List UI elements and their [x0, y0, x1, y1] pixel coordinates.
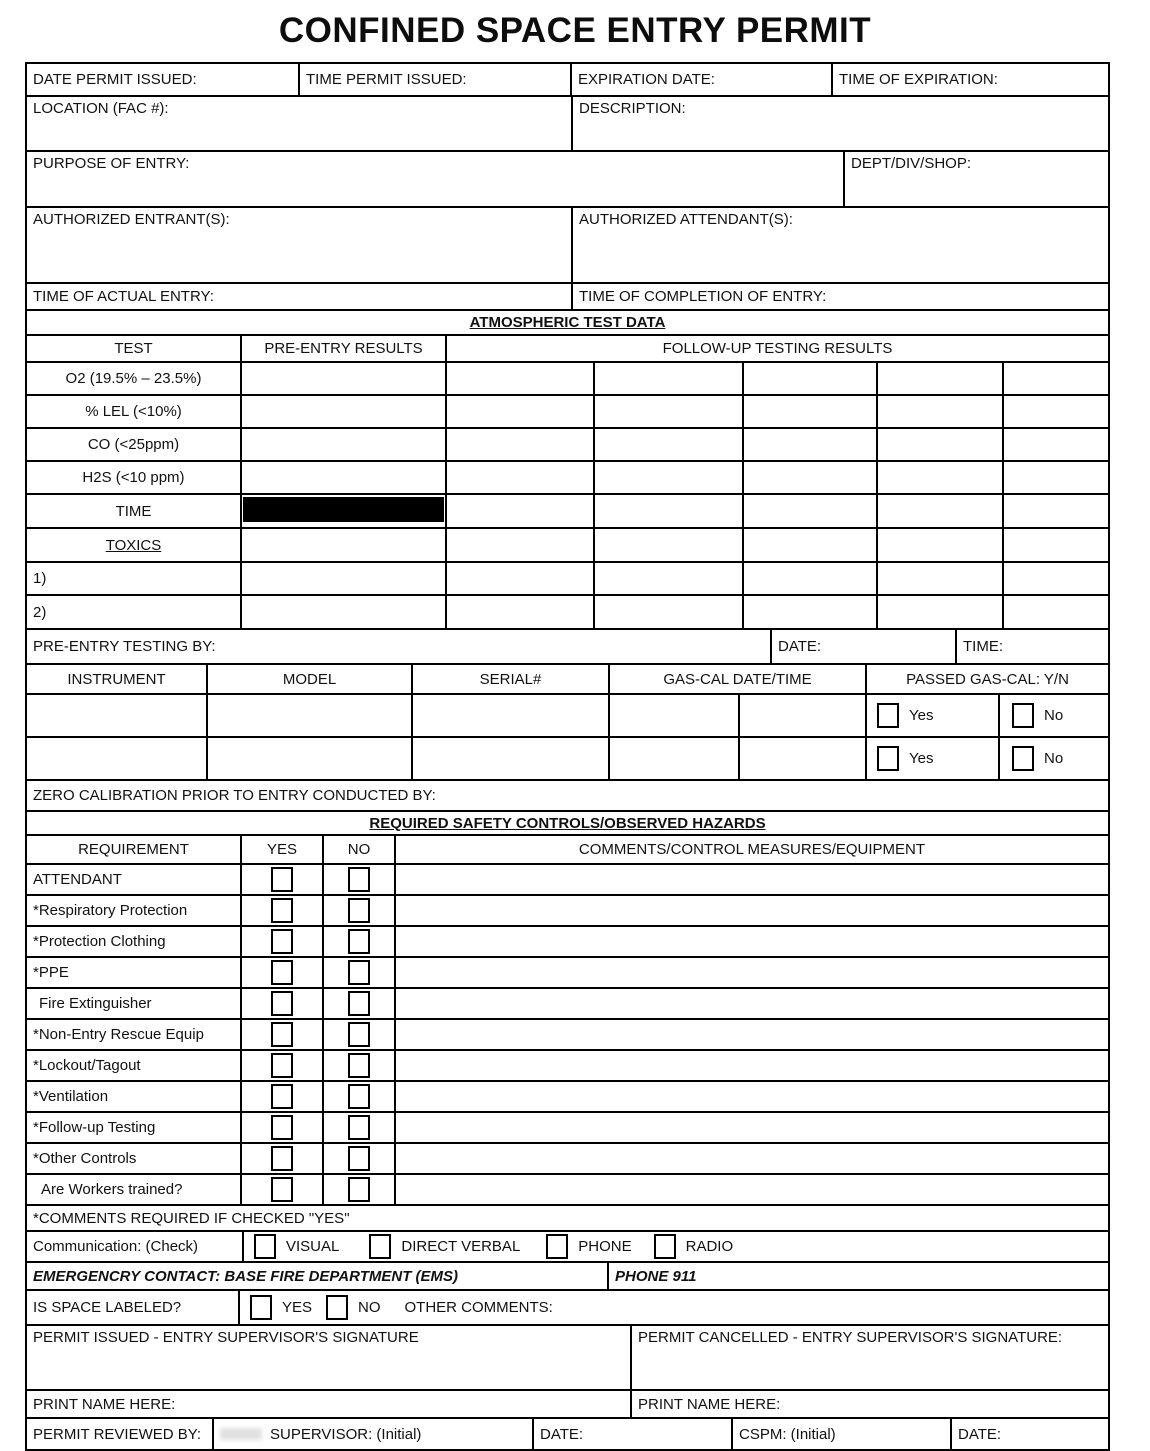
test-row-h2s — [27, 462, 1108, 495]
permit-issued-signature-field[interactable] — [27, 1326, 632, 1389]
followup-result-cell[interactable] — [595, 429, 744, 460]
signature-row — [27, 1326, 1108, 1391]
col-no-header: NO — [324, 836, 396, 863]
checkbox-radio[interactable] — [654, 1234, 676, 1259]
option-visual: VISUAL — [254, 1234, 339, 1259]
followup-result-cell[interactable] — [878, 495, 1004, 527]
test-name-cell: O2 (19.5% – 23.5%) — [27, 363, 242, 394]
col-follow-up-header: FOLLOW-UP TESTING RESULTS — [662, 340, 893, 357]
comments-cell[interactable] — [396, 865, 1108, 894]
pre-entry-result-cell[interactable] — [242, 363, 447, 394]
checkbox-no[interactable] — [348, 929, 370, 954]
followup-result-cell[interactable] — [1004, 363, 1108, 394]
time-permit-issued-field[interactable] — [300, 64, 572, 95]
test-row-time — [27, 495, 1108, 529]
yes-cell — [242, 896, 324, 925]
followup-result-cell[interactable] — [744, 363, 878, 394]
field-label: LOCATION (FAC #): — [33, 100, 169, 117]
cspm-date-field[interactable] — [952, 1419, 1108, 1449]
followup-result-cell[interactable] — [1004, 396, 1108, 427]
permit-reviewed-by-label: PERMIT REVIEWED BY: — [27, 1419, 214, 1449]
test-name-cell: H2S (<10 ppm) — [27, 462, 242, 493]
col-gascal-header: GAS-CAL DATE/TIME — [610, 665, 867, 693]
col-pre-entry-header: PRE-ENTRY RESULTS — [242, 336, 447, 361]
no-cell — [324, 958, 396, 987]
comments-cell[interactable] — [396, 958, 1108, 987]
checkbox-phone[interactable] — [546, 1234, 568, 1259]
comments-footnote-row — [27, 1206, 1108, 1232]
field-label: AUTHORIZED ENTRANT(S): — [33, 211, 230, 228]
communication-row — [27, 1232, 1108, 1263]
checkbox-space-yes[interactable] — [250, 1295, 272, 1320]
option-phone: PHONE — [546, 1234, 631, 1259]
checkbox-direct-verbal[interactable] — [369, 1234, 391, 1259]
emergency-contact-row — [27, 1263, 1108, 1291]
checkbox-yes[interactable] — [271, 960, 293, 985]
comments-footnote: *COMMENTS REQUIRED IF CHECKED "YES" — [33, 1209, 350, 1227]
test-row-toxics — [27, 529, 1108, 563]
yes-cell — [242, 989, 324, 1018]
no-cell — [324, 1020, 396, 1049]
model-cell[interactable] — [208, 695, 413, 736]
field-label: DATE PERMIT ISSUED: — [33, 71, 197, 88]
pre-entry-result-cell[interactable] — [242, 429, 447, 460]
field-label: PRINT NAME HERE: — [638, 1395, 781, 1413]
col-requirement-header: REQUIREMENT — [27, 836, 242, 863]
print-name-row — [27, 1391, 1108, 1419]
checkbox-no[interactable] — [348, 1115, 370, 1140]
yes-cell — [242, 927, 324, 956]
followup-result-cell[interactable] — [1004, 495, 1108, 527]
checkbox-passed-gascal-no-1[interactable] — [1012, 703, 1034, 728]
comments-cell[interactable] — [396, 1051, 1108, 1080]
authorized-row — [27, 208, 1108, 284]
illegible-faded-text — [220, 1428, 262, 1440]
communication-options — [244, 1232, 1108, 1261]
print-name-right-field[interactable] — [632, 1391, 1108, 1417]
other-comments-label[interactable]: OTHER COMMENTS: — [404, 1299, 553, 1316]
field-label: DATE: — [958, 1425, 1002, 1443]
yes-cell — [242, 1051, 324, 1080]
yes-label: Yes — [909, 707, 934, 724]
yes-cell — [242, 1113, 324, 1142]
checkbox-yes[interactable] — [271, 1146, 293, 1171]
followup-result-cell[interactable] — [595, 396, 744, 427]
no-cell — [324, 927, 396, 956]
followup-result-cell[interactable] — [447, 396, 595, 427]
followup-result-cell[interactable] — [595, 495, 744, 527]
followup-result-cell[interactable] — [1004, 563, 1108, 594]
requirement-label: *Lockout/Tagout — [27, 1051, 242, 1080]
test-table-header-row — [27, 336, 1108, 363]
entry-times-row — [27, 284, 1108, 311]
requirement-row-fire-extinguisher — [27, 989, 1108, 1020]
followup-result-cell[interactable] — [1004, 429, 1108, 460]
col-model-header: MODEL — [208, 665, 413, 693]
no-cell — [324, 1175, 396, 1204]
followup-result-cell[interactable] — [447, 429, 595, 460]
passed-gascal-yes-cell — [867, 738, 1000, 779]
location-row — [27, 97, 1108, 152]
requirement-label: *Protection Clothing — [27, 927, 242, 956]
comments-cell[interactable] — [396, 896, 1108, 925]
requirement-label: *Other Controls — [27, 1144, 242, 1173]
pre-entry-result-cell[interactable] — [242, 529, 447, 561]
followup-result-cell[interactable] — [878, 529, 1004, 561]
no-cell — [324, 989, 396, 1018]
pre-entry-result-cell[interactable] — [242, 563, 447, 594]
followup-result-cell[interactable] — [595, 363, 744, 394]
safety-section-header-row — [27, 812, 1108, 836]
test-name-cell: TOXICS — [27, 529, 242, 561]
gascal-date-cell[interactable] — [610, 695, 740, 736]
checkbox-visual[interactable] — [254, 1234, 276, 1259]
comments-cell[interactable] — [396, 1020, 1108, 1049]
field-label: ZERO CALIBRATION PRIOR TO ENTRY CONDUCTED BY: — [33, 787, 436, 804]
requirement-row-followup-testing — [27, 1113, 1108, 1144]
field-label: PERMIT ISSUED - ENTRY SUPERVISOR'S SIGNATURE — [33, 1329, 419, 1346]
checkbox-no[interactable] — [348, 898, 370, 923]
requirement-label: *Respiratory Protection — [27, 896, 242, 925]
yes-cell — [242, 958, 324, 987]
followup-result-cell[interactable] — [595, 596, 744, 628]
pre-entry-result-cell[interactable] — [242, 396, 447, 427]
requirement-row-other-controls — [27, 1144, 1108, 1175]
space-labeled-row — [27, 1291, 1108, 1326]
instrument-cell[interactable] — [27, 695, 208, 736]
test-name-cell: TIME — [27, 495, 242, 527]
yes-cell — [242, 1144, 324, 1173]
yes-cell — [242, 1020, 324, 1049]
no-cell — [324, 1082, 396, 1111]
followup-result-cell[interactable] — [744, 529, 878, 561]
requirement-label: ATTENDANT — [27, 865, 242, 894]
requirement-row-attendant — [27, 865, 1108, 896]
checkbox-yes[interactable] — [271, 1177, 293, 1202]
requirement-header-row — [27, 836, 1108, 865]
test-row-toxic-2 — [27, 596, 1108, 630]
test-name-cell[interactable]: 1) — [27, 563, 242, 594]
passed-gascal-no-cell — [1000, 695, 1108, 736]
print-name-left-field[interactable] — [27, 1391, 632, 1417]
checkbox-no[interactable] — [348, 960, 370, 985]
form-title: CONFINED SPACE ENTRY PERMIT — [278, 11, 872, 50]
followup-result-cell[interactable] — [878, 563, 1004, 594]
no-cell — [324, 1144, 396, 1173]
no-cell — [324, 1113, 396, 1142]
test-row-o2 — [27, 363, 1108, 396]
followup-result-cell[interactable] — [878, 462, 1004, 493]
permit-dates-row — [27, 64, 1108, 97]
option-space-yes: YES — [250, 1295, 312, 1320]
safety-section-title: REQUIRED SAFETY CONTROLS/OBSERVED HAZARDS — [369, 814, 766, 832]
col-passed-gascal-header: PASSED GAS-CAL: Y/N — [906, 670, 1069, 688]
checkbox-passed-gascal-yes-2[interactable] — [877, 746, 899, 771]
atmospheric-header-row — [27, 311, 1108, 336]
checkbox-yes[interactable] — [271, 1084, 293, 1109]
permit-cancelled-signature-field[interactable] — [632, 1326, 1108, 1389]
followup-result-cell[interactable] — [744, 495, 878, 527]
col-test-header: TEST — [27, 336, 242, 361]
checkbox-yes[interactable] — [271, 1022, 293, 1047]
expiration-date-field[interactable] — [572, 64, 833, 95]
followup-result-cell[interactable] — [878, 429, 1004, 460]
followup-result-cell[interactable] — [447, 529, 595, 561]
time-actual-entry-field[interactable] — [27, 284, 573, 309]
passed-gascal-yes-cell — [867, 695, 1000, 736]
description-field[interactable] — [573, 97, 1108, 150]
comments-cell[interactable] — [396, 1082, 1108, 1111]
passed-gascal-no-cell — [1000, 738, 1108, 779]
checkbox-space-no[interactable] — [326, 1295, 348, 1320]
checkbox-passed-gascal-yes-1[interactable] — [877, 703, 899, 728]
requirement-label: Fire Extinguisher — [27, 989, 242, 1018]
test-name-cell: CO (<25ppm) — [27, 429, 242, 460]
checkbox-no[interactable] — [348, 1177, 370, 1202]
requirement-label: *Ventilation — [27, 1082, 242, 1111]
field-label: TIME OF EXPIRATION: — [839, 71, 998, 88]
followup-result-cell[interactable] — [447, 462, 595, 493]
time-of-expiration-field[interactable] — [833, 64, 1108, 95]
followup-result-cell[interactable] — [447, 495, 595, 527]
pre-entry-result-cell[interactable] — [242, 596, 447, 628]
yes-cell — [242, 1082, 324, 1111]
comments-cell[interactable] — [396, 1113, 1108, 1142]
gascal-time-cell[interactable] — [740, 738, 867, 779]
followup-result-cell[interactable] — [595, 462, 744, 493]
followup-result-cell[interactable] — [1004, 596, 1108, 628]
requirement-row-ppe — [27, 958, 1108, 989]
field-label: TIME: — [963, 638, 1003, 655]
col-serial-header: SERIAL# — [413, 665, 610, 693]
serial-cell[interactable] — [413, 738, 610, 779]
followup-result-cell[interactable] — [878, 596, 1004, 628]
option-radio: RADIO — [654, 1234, 734, 1259]
pre-entry-date-field[interactable] — [772, 630, 957, 663]
test-row-toxic-1 — [27, 563, 1108, 596]
checkbox-no[interactable] — [348, 1084, 370, 1109]
option-direct-verbal: DIRECT VERBAL — [369, 1234, 520, 1259]
col-yes-header: YES — [242, 836, 324, 863]
atmospheric-section-title: ATMOSPHERIC TEST DATA — [469, 314, 666, 331]
requirement-row-ventilation — [27, 1082, 1108, 1113]
followup-result-cell[interactable] — [744, 462, 878, 493]
zero-calibration-field[interactable] — [27, 781, 1108, 810]
date-permit-issued-field[interactable] — [27, 64, 300, 95]
authorized-entrants-field[interactable] — [27, 208, 573, 282]
supervisor-date-field[interactable] — [534, 1419, 733, 1449]
followup-result-cell[interactable] — [447, 563, 595, 594]
followup-result-cell[interactable] — [1004, 462, 1108, 493]
field-label: PRINT NAME HERE: — [33, 1395, 176, 1413]
emergency-contact-label: EMERGENCRY CONTACT: BASE FIRE DEPARTMENT (EMS) — [27, 1263, 609, 1289]
field-label: TIME OF ACTUAL ENTRY: — [33, 288, 214, 305]
checkbox-no[interactable] — [348, 991, 370, 1016]
field-label: DATE: — [540, 1425, 584, 1443]
communication-label: Communication: (Check) — [27, 1232, 244, 1261]
requirement-label: *PPE — [27, 958, 242, 987]
col-comments-header: COMMENTS/CONTROL MEASURES/EQUIPMENT — [578, 841, 926, 858]
pre-entry-testing-row — [27, 630, 1108, 665]
supervisor-initial-field[interactable] — [214, 1419, 534, 1449]
purpose-row — [27, 152, 1108, 208]
option-space-no: NO — [326, 1295, 381, 1320]
field-label: DEPT/DIV/SHOP: — [851, 155, 972, 172]
instrument-row-1 — [27, 695, 1108, 738]
checkbox-no[interactable] — [348, 867, 370, 892]
serial-cell[interactable] — [413, 695, 610, 736]
col-instrument-header: INSTRUMENT — [27, 665, 208, 693]
no-cell — [324, 1051, 396, 1080]
followup-result-cell[interactable] — [878, 396, 1004, 427]
requirement-label: Are Workers trained? — [27, 1175, 242, 1204]
pre-entry-result-cell[interactable] — [242, 462, 447, 493]
followup-result-cell[interactable] — [447, 596, 595, 628]
followup-result-cell[interactable] — [744, 596, 878, 628]
confined-space-permit-form — [25, 62, 1110, 1451]
instrument-header-row — [27, 665, 1108, 695]
model-cell[interactable] — [208, 738, 413, 779]
instrument-cell[interactable] — [27, 738, 208, 779]
instrument-row-2 — [27, 738, 1108, 781]
checkbox-passed-gascal-no-2[interactable] — [1012, 746, 1034, 771]
no-cell — [324, 865, 396, 894]
checkbox-yes[interactable] — [271, 991, 293, 1016]
purpose-of-entry-field[interactable] — [27, 152, 845, 206]
checkbox-yes[interactable] — [271, 929, 293, 954]
followup-result-cell[interactable] — [878, 363, 1004, 394]
requirement-row-protection-clothing — [27, 927, 1108, 958]
requirement-row-respiratory — [27, 896, 1108, 927]
field-label: AUTHORIZED ATTENDANT(S): — [579, 211, 793, 228]
time-completion-field[interactable] — [573, 284, 1108, 309]
location-field[interactable] — [27, 97, 573, 150]
gascal-date-cell[interactable] — [610, 738, 740, 779]
requirement-row-workers-trained — [27, 1175, 1108, 1206]
no-label: No — [1044, 707, 1064, 724]
cspm-initial-field[interactable] — [733, 1419, 952, 1449]
yes-cell — [242, 1175, 324, 1204]
no-label: No — [1044, 750, 1064, 767]
gascal-time-cell[interactable] — [740, 695, 867, 736]
followup-result-cell[interactable] — [595, 529, 744, 561]
field-label: DESCRIPTION: — [579, 100, 686, 117]
test-row-lel — [27, 396, 1108, 429]
zero-calibration-row — [27, 781, 1108, 812]
test-name-cell: % LEL (<10%) — [27, 396, 242, 427]
requirement-row-rescue-equip — [27, 1020, 1108, 1051]
authorized-attendants-field[interactable] — [573, 208, 1108, 282]
followup-result-cell[interactable] — [744, 563, 878, 594]
comments-cell[interactable] — [396, 927, 1108, 956]
field-label: DATE: — [778, 638, 822, 655]
dept-div-shop-field[interactable] — [845, 152, 1108, 206]
yes-label: Yes — [909, 750, 934, 767]
yes-cell — [242, 865, 324, 894]
test-row-co — [27, 429, 1108, 462]
checkbox-yes[interactable] — [271, 867, 293, 892]
field-label: CSPM: (Initial) — [739, 1425, 836, 1443]
emergency-phone-label: PHONE 911 — [615, 1267, 697, 1285]
followup-result-cell[interactable] — [1004, 529, 1108, 561]
comments-cell[interactable] — [396, 1144, 1108, 1173]
field-label: EXPIRATION DATE: — [578, 71, 715, 88]
pre-entry-time-field[interactable] — [957, 630, 1108, 663]
checkbox-yes[interactable] — [271, 1115, 293, 1140]
space-labeled-options — [240, 1291, 1108, 1324]
checkbox-yes[interactable] — [271, 898, 293, 923]
no-cell — [324, 896, 396, 925]
comments-cell[interactable] — [396, 1175, 1108, 1204]
field-label: TIME PERMIT ISSUED: — [306, 71, 467, 88]
requirement-label: *Follow-up Testing — [27, 1113, 242, 1142]
checkbox-no[interactable] — [348, 1146, 370, 1171]
pre-entry-testing-by-field[interactable] — [27, 630, 772, 663]
field-label: SUPERVISOR: (Initial) — [270, 1425, 422, 1443]
field-label: PRE-ENTRY TESTING BY: — [33, 638, 216, 655]
comments-cell[interactable] — [396, 989, 1108, 1018]
followup-result-cell[interactable] — [744, 396, 878, 427]
requirement-row-lockout-tagout — [27, 1051, 1108, 1082]
pre-entry-result-cell[interactable] — [242, 495, 447, 527]
field-label: TIME OF COMPLETION OF ENTRY: — [579, 288, 827, 305]
checkbox-no[interactable] — [348, 1022, 370, 1047]
permit-reviewed-row — [27, 1419, 1108, 1449]
field-label: PURPOSE OF ENTRY: — [33, 155, 190, 172]
checkbox-no[interactable] — [348, 1053, 370, 1078]
field-label: PERMIT CANCELLED - ENTRY SUPERVISOR'S SIGNATURE: — [638, 1329, 1063, 1346]
space-labeled-label: IS SPACE LABELED? — [27, 1291, 240, 1324]
followup-result-cell[interactable] — [447, 363, 595, 394]
requirement-label: *Non-Entry Rescue Equip — [27, 1020, 242, 1049]
test-name-cell[interactable]: 2) — [27, 596, 242, 628]
followup-result-cell[interactable] — [744, 429, 878, 460]
followup-result-cell[interactable] — [595, 563, 744, 594]
redacted-black-box — [243, 497, 444, 522]
checkbox-yes[interactable] — [271, 1053, 293, 1078]
